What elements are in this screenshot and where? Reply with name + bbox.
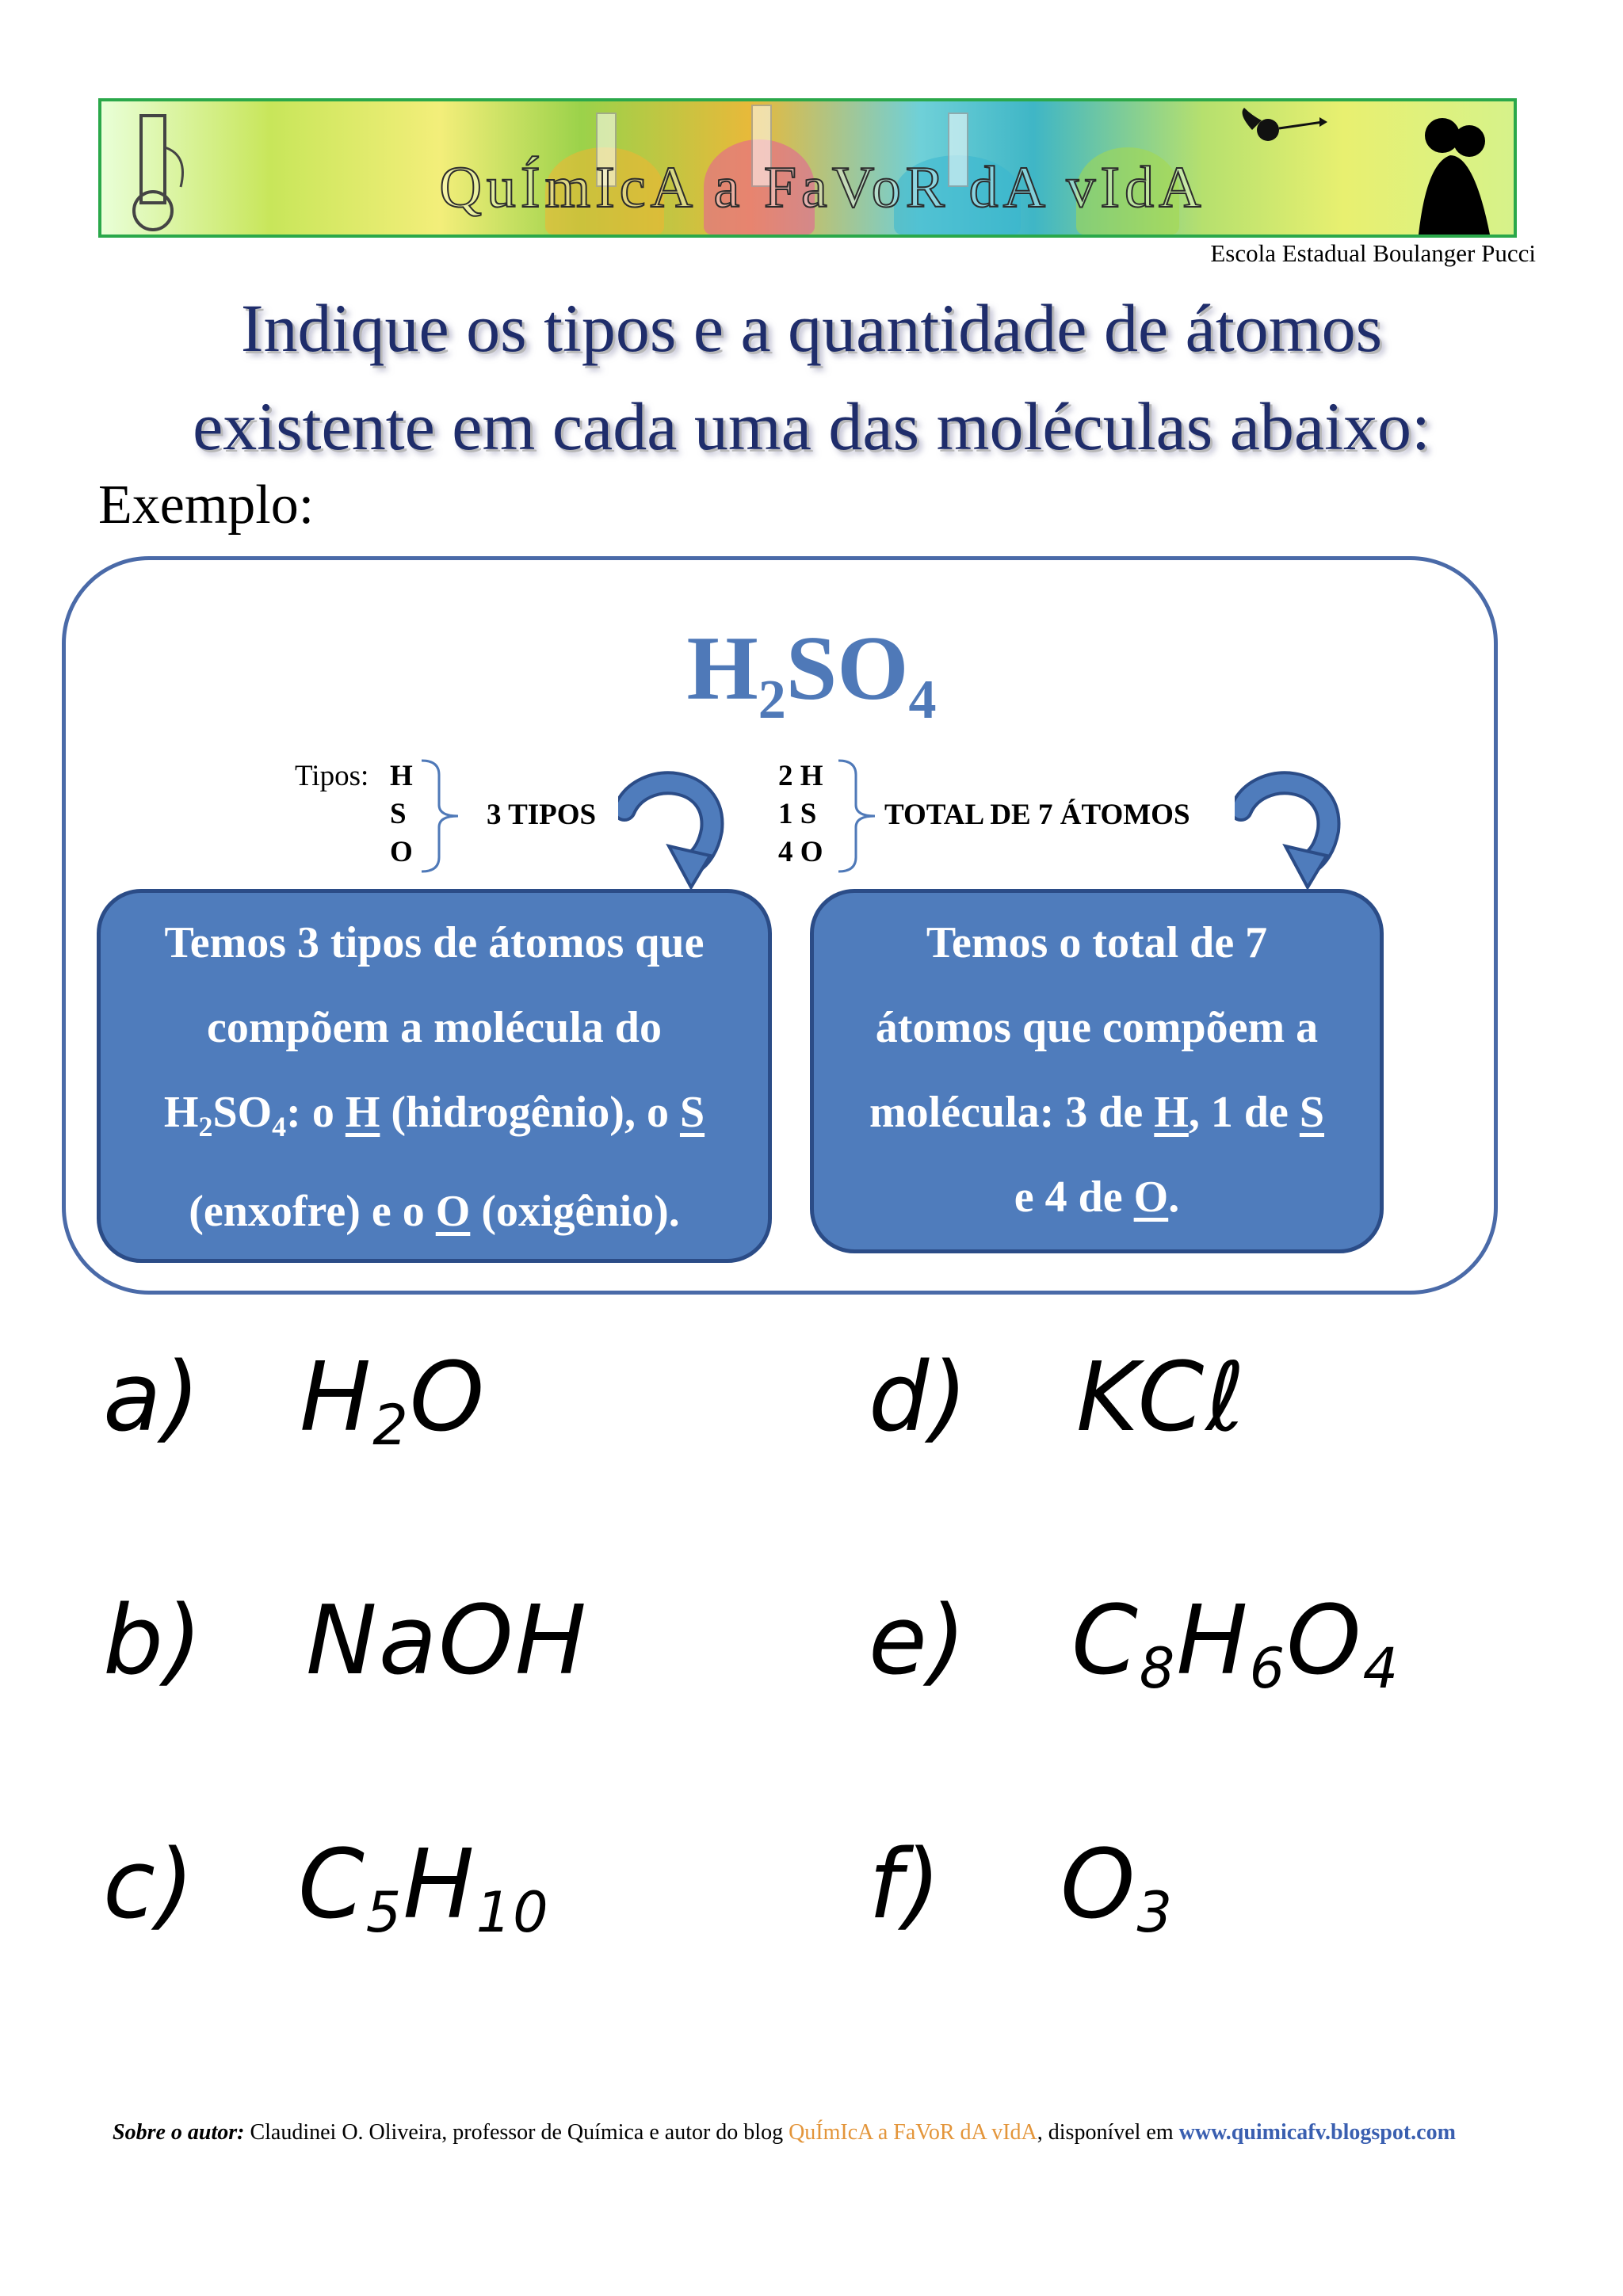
- element-symbol: S: [679, 1088, 705, 1137]
- formula-part: H: [686, 618, 758, 719]
- tipos-summary: 3 TIPOS: [487, 799, 597, 831]
- formula-part: O: [1060, 1830, 1137, 1940]
- formula-subscript: 4: [908, 669, 937, 731]
- exercise-a-formula: [300, 1343, 487, 1458]
- box-line: átomos que compõem a: [875, 1003, 1319, 1052]
- cupid-icon: [1236, 106, 1331, 162]
- box-text: .: [1168, 1173, 1180, 1222]
- exercise-e-formula: [1071, 1586, 1400, 1701]
- tipos-label: Tipos:: [295, 760, 369, 792]
- formula-subscript: 6: [1249, 1636, 1287, 1701]
- banner-title: QuÍmIcA a FaVoR dA vIdA: [439, 155, 1206, 220]
- count-item: 4 O: [778, 836, 823, 868]
- exercise-a-label: a): [103, 1343, 202, 1453]
- counts-list: [778, 757, 823, 871]
- tipo-item: S: [390, 798, 407, 830]
- element-symbol: O: [1133, 1173, 1169, 1222]
- formula-subscript: 8: [1139, 1636, 1177, 1701]
- element-symbol: H: [1154, 1088, 1189, 1137]
- counts-summary: TOTAL DE 7 ÁTOMOS: [884, 799, 1190, 831]
- formula-subscript: 5: [365, 1880, 403, 1945]
- footer-blog-link[interactable]: www.quimicafv.blogspot.com: [1178, 2120, 1456, 2145]
- box-line: Temos 3 tipos de átomos que: [164, 918, 705, 967]
- box-text: : o: [286, 1088, 346, 1137]
- page-title: [0, 279, 1623, 475]
- formula-part: H: [403, 1830, 476, 1940]
- formula-part: C: [298, 1830, 366, 1940]
- school-name: Escola Estadual Boulanger Pucci: [1210, 239, 1536, 267]
- box-text: e 4 de: [1014, 1173, 1134, 1222]
- tipos-brace-icon: [418, 757, 466, 876]
- exercise-b-formula: NaOH: [306, 1586, 588, 1696]
- footer-text: Claudinei O. Oliveira, professor de Química e autor do blog: [244, 2120, 789, 2145]
- box-text: SO: [212, 1088, 273, 1137]
- formula-part: C: [1071, 1586, 1140, 1696]
- footer-separator: , disponível em: [1037, 2120, 1179, 2145]
- formula-part: H: [300, 1343, 373, 1453]
- curved-arrow-icon: [618, 769, 729, 895]
- types-explanation-box: [97, 889, 772, 1263]
- tipo-item: O: [390, 836, 413, 868]
- box-text: molécula: 3 de: [869, 1088, 1155, 1137]
- formula-part: O: [409, 1343, 487, 1453]
- box-subscript: 2: [198, 1111, 213, 1143]
- box-line: compõem a molécula do: [207, 1003, 662, 1052]
- hookah-icon: [109, 100, 197, 235]
- title-line-1: Indique os tipos e a quantidade de átomos: [240, 290, 1383, 366]
- tipo-item: H: [390, 760, 413, 792]
- formula-subscript: 4: [1362, 1636, 1400, 1701]
- formula-part: SO: [785, 618, 909, 719]
- footer-credit: [113, 2120, 1456, 2145]
- example-label: Exemplo:: [98, 475, 315, 536]
- formula-subscript: 3: [1136, 1880, 1174, 1945]
- footer-about-label: Sobre o autor:: [113, 2120, 245, 2145]
- tipos-list: [390, 757, 413, 871]
- total-explanation-box: [810, 889, 1384, 1253]
- exercise-b-label: b): [103, 1586, 204, 1696]
- box-line: Temos o total de 7: [926, 918, 1268, 967]
- counts-brace-icon: [835, 757, 883, 876]
- header-banner: [98, 98, 1517, 238]
- exercise-d-label: d): [869, 1343, 969, 1453]
- formula-subscript: 10: [475, 1880, 550, 1945]
- formula-part: O: [1286, 1586, 1363, 1696]
- curved-arrow-icon: [1235, 769, 1346, 895]
- footer-blog-name: QuÍmIcA a FaVoR dA vIdA: [789, 2120, 1037, 2145]
- formula-part: H: [1176, 1586, 1250, 1696]
- box-subscript: 4: [272, 1111, 287, 1143]
- box-line: [101, 1169, 768, 1254]
- count-item: 2 H: [778, 760, 823, 792]
- box-text: (hidrogênio), o: [380, 1088, 680, 1137]
- exercise-f-label: f): [869, 1830, 943, 1940]
- element-symbol: H: [345, 1088, 380, 1137]
- box-text: H: [163, 1088, 199, 1137]
- box-text: (enxofre) e o: [189, 1187, 436, 1237]
- element-symbol: S: [1299, 1088, 1324, 1137]
- box-line: [101, 1070, 768, 1169]
- exercise-f-formula: [1060, 1830, 1174, 1945]
- formula-subscript: 2: [758, 669, 786, 731]
- exercise-e-label: e): [869, 1586, 968, 1696]
- exercise-c-label: c): [103, 1830, 196, 1940]
- formula-subscript: 2: [372, 1393, 410, 1458]
- count-item: 1 S: [778, 798, 817, 830]
- example-formula: [0, 616, 1623, 732]
- element-symbol: O: [435, 1187, 471, 1237]
- box-line: [814, 1070, 1380, 1155]
- exercise-c-formula: [298, 1830, 550, 1945]
- box-text: (oxigênio).: [470, 1187, 680, 1237]
- box-line: [814, 1155, 1380, 1240]
- title-line-2: existente em cada uma das moléculas abaixo:: [193, 388, 1430, 464]
- box-text: , 1 de: [1188, 1088, 1300, 1137]
- exercise-d-formula: KCℓ: [1076, 1343, 1247, 1453]
